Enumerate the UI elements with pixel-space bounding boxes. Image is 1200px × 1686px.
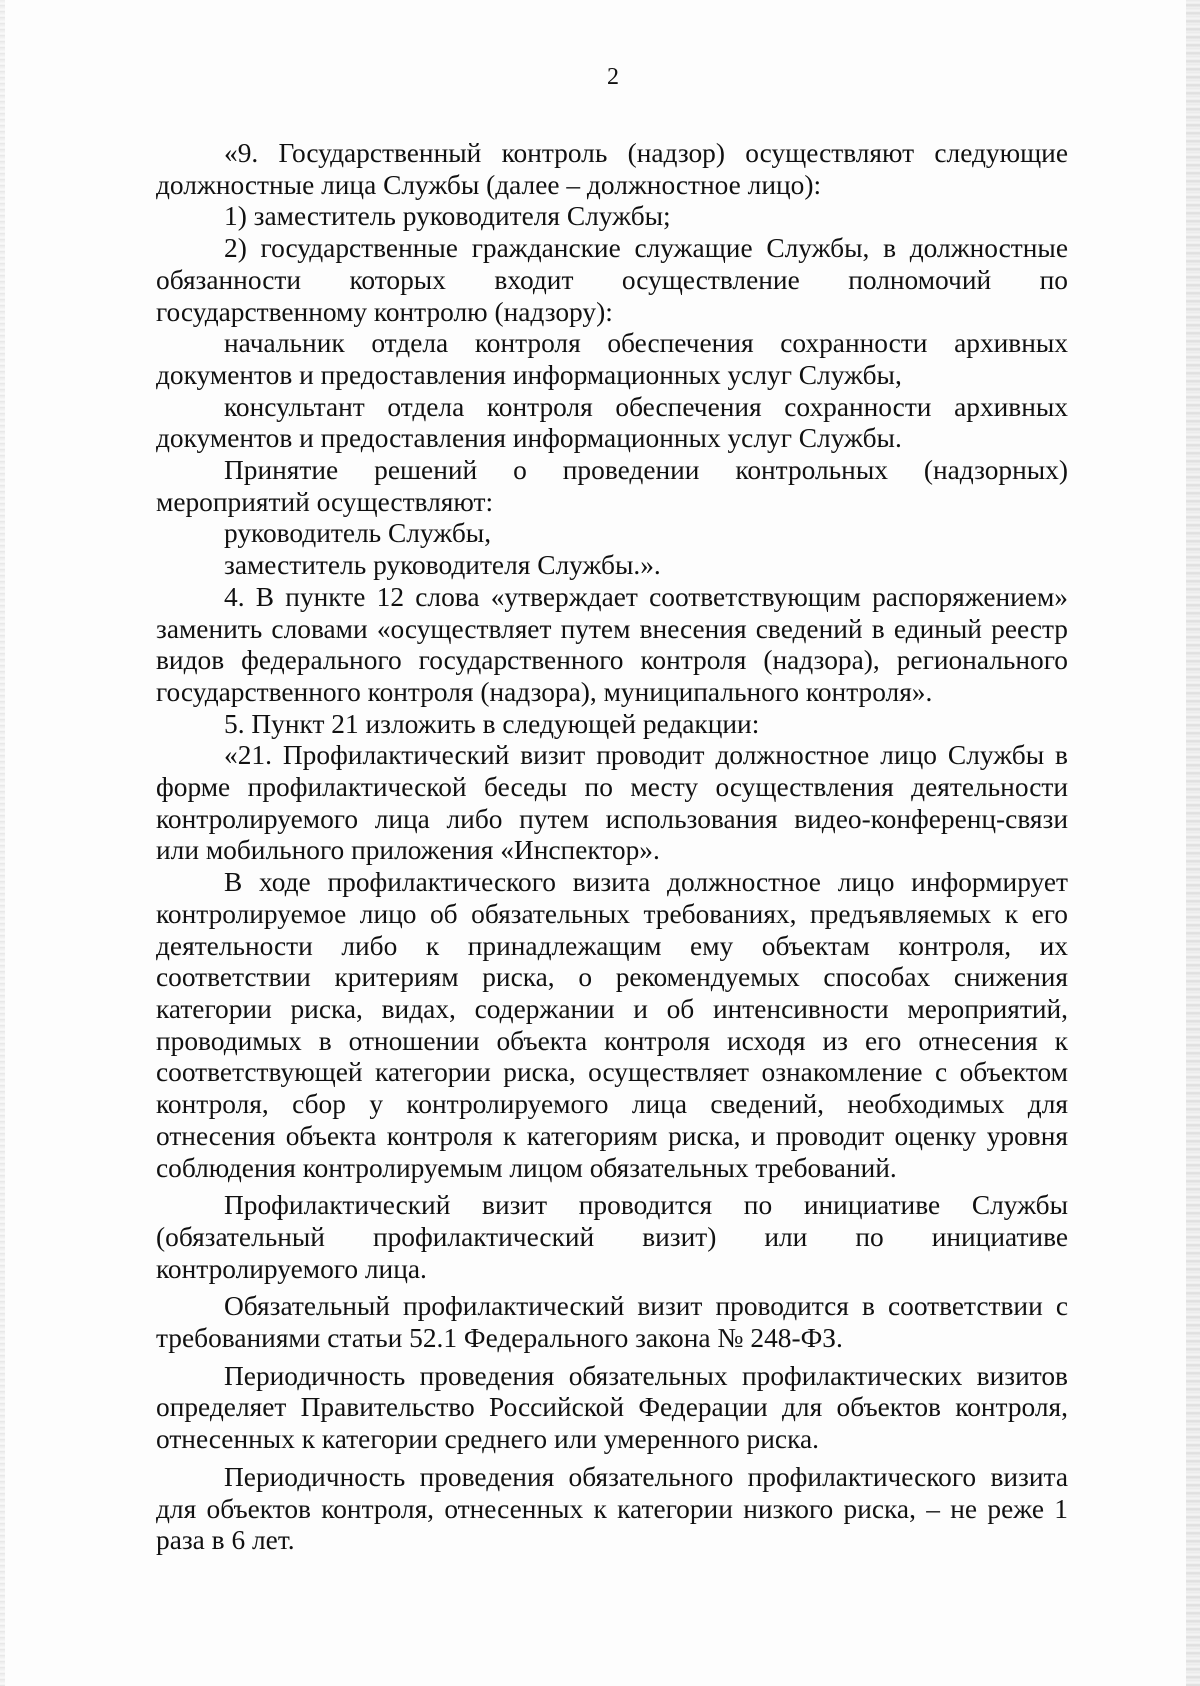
page-number: 2: [607, 64, 619, 90]
scan-edge-right: [1186, 0, 1200, 1686]
paragraph: Периодичность проведения обязательного профилактического визита для объектов контроля, отнесенных к категории низкого риска, – не реже 1 раза в 6 лет.: [156, 1461, 1068, 1556]
paragraph: начальник отдела контроля обеспечения сохранности архивных документов и предоставления информационных услуг Службы,: [156, 328, 1068, 390]
paragraph: 2) государственные гражданские служащие Службы, в должностные обязанности которых входит осуществление полномочий по государственному контролю (надзору):: [156, 233, 1068, 327]
paragraph: Периодичность проведения обязательных профилактических визитов определяет Правительство Российской Федерации для объектов контроля, отнесенных к категории среднего или умеренного риска.: [156, 1360, 1068, 1455]
paragraph: консультант отдела контроля обеспечения сохранности архивных документов и предоставления информационных услуг Службы.: [156, 391, 1068, 454]
paragraph: заместитель руководителя Службы.».: [224, 550, 661, 581]
document-body: [156, 138, 1068, 1557]
paragraph: Обязательный профилактический визит проводится в соответствии с требованиями статьи 52.1 Федерального закона № 248-ФЗ.: [156, 1291, 1068, 1354]
paragraph: руководитель Службы,: [224, 518, 492, 549]
scan-edge-left: [0, 0, 5, 1686]
paragraph: 5. Пункт 21 изложить в следующей редакции:: [224, 708, 760, 739]
paragraph: «9. Государственный контроль (надзор) осуществляют следующие должностные лица Службы (далее – должностное лицо):: [156, 138, 1068, 200]
paragraph: 4. В пункте 12 слова «утверждает соответствующим распоряжением» заменить словами «осуществляет путем внесения сведений в единый реестр видов федерального государственного контроля (надзора), регионального государственного контроля (надзора), муниципального контроля».: [156, 581, 1068, 707]
paragraph: Профилактический визит проводится по инициативе Службы (обязательный профилактический визит) или по инициативе контролируемого лица.: [156, 1190, 1068, 1284]
paragraph: 1) заместитель руководителя Службы;: [224, 201, 671, 232]
paragraph: В ходе профилактического визита должностное лицо информирует контролируемое лицо об обязательных требованиях, предъявляемых к его деятельности либо к принадлежащим ему объектам контроля, их соответствии критериям риска, о рекомендуемых способах снижения категории риска, видах, содержании и об интенсивности мероприятий, проводимых в отношении объекта контроля исходя из его отнесения к соответствующей категории риска, осуществляет ознакомление с объектом контроля, сбор у контролируемого лица сведений, необходимых для отнесения объекта контроля к категориям риска, и проводит оценку уровня соблюдения контролируемым лицом обязательных требований.: [156, 867, 1068, 1183]
paragraph: Принятие решений о проведении контрольных (надзорных) мероприятий осуществляют:: [156, 455, 1068, 517]
paragraph: «21. Профилактический визит проводит должностное лицо Службы в форме профилактической беседы по месту осуществления деятельности контролируемого лица либо путем использования видео-конференц-связи или мобильного приложения «Инспектор».: [156, 740, 1068, 866]
